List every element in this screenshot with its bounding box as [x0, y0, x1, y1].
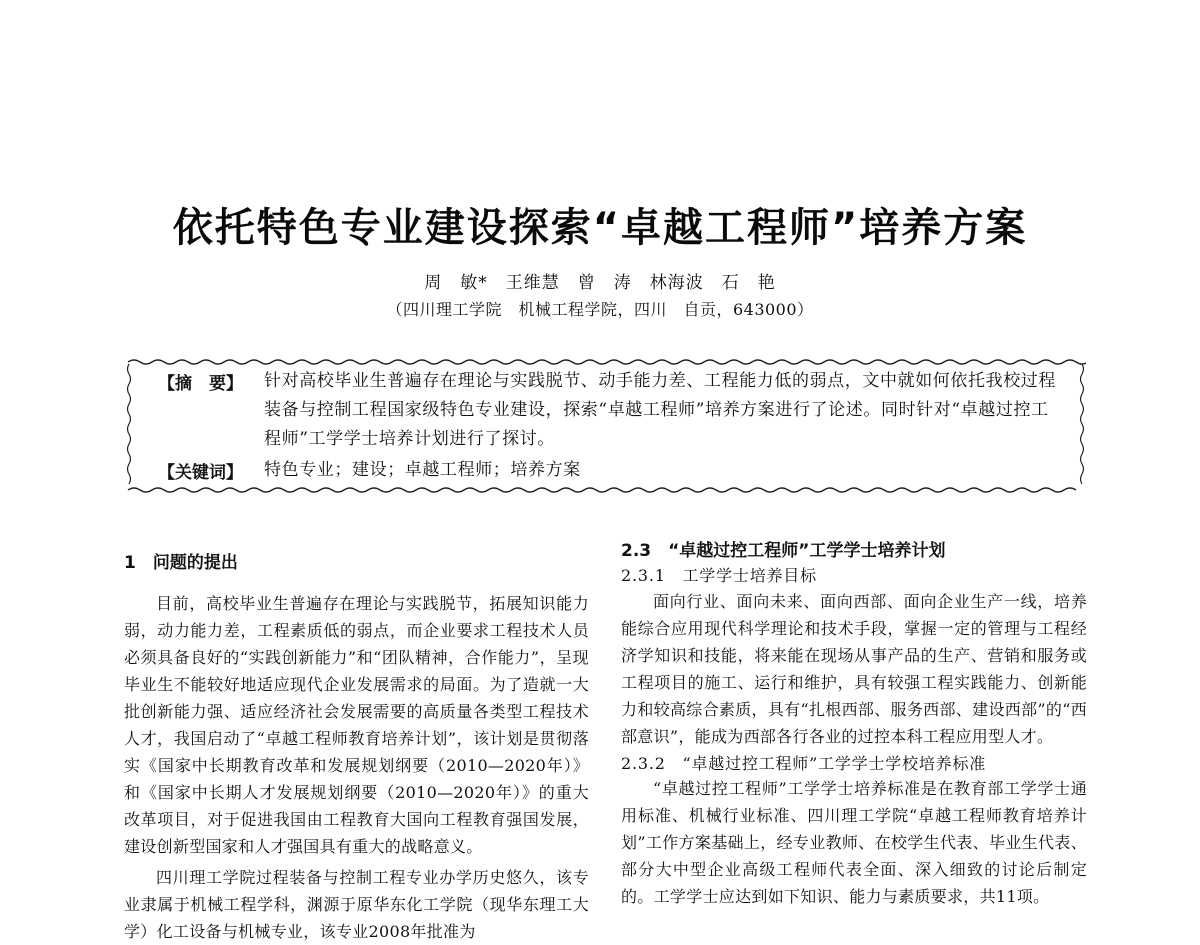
subsection-heading: 2.3.1 工学学士培养目标 [621, 566, 817, 585]
abstract-label: 【摘 要】 [158, 374, 243, 394]
left-column [124, 548, 589, 945]
section-heading: 1 问题的提出 [124, 553, 238, 573]
abstract-text: 针对高校毕业生普遍存在理论与实践脱节、动手能力差、工程能力低的弱点，文中就如何依托我校过程装备与控制工程国家级特色专业建设，探索“卓越工程师”培养方案进行了论述。同时针对“卓越过控工程师”工学学士培养计划进行了探讨。 [264, 371, 1056, 449]
keywords-text: 特色专业；建设；卓越工程师；培养方案 [264, 460, 581, 480]
abstract-box [126, 356, 1086, 496]
paragraph: “卓越过控工程师”工学学士培养标准是在教育部工学学士通用标准、机械行业标准、四川理工学院“卓越工程师教育培养计划”工作方案基础上，经专业教师、在校学生代表、毕业生代表、部分大中型企业高级工程师代表全面、深入细致的讨论后制定的。工学学士应达到如下知识、能力与素质要求，共11项。 [621, 779, 1087, 906]
author-list: 周 敏* 王维慧 曾 涛 林海波 石 艳 [424, 273, 776, 293]
subsection-heading: 2.3.2 “卓越过控工程师”工学学士学校培养标准 [621, 754, 987, 773]
paragraph: 四川理工学院过程装备与控制工程专业办学历史悠久，该专业隶属于机械工程学科，渊源于原华东化工学院（现华东理工大学）化工设备与机械专业，该专业2008年批准为 [124, 868, 589, 941]
paragraph: 面向行业、面向未来、面向西部、面向企业生产一线，培养能综合应用现代科学理论和技术手段，掌握一定的管理与工程经济学知识和技能，将来能在现场从事产品的生产、营销和服务或工程项目的施工、运行和维护，具有较强工程实践能力、创新能力和较高综合素质，具有“扎根西部、服务西部、建设西部”的“西部意识”，能成为西部各行各业的过控本科工程应用型人才。 [621, 592, 1087, 746]
section-heading: 2.3 “卓越过控工程师”工学学士培养计划 [621, 541, 946, 561]
affiliation: （四川理工学院 机械工程学院，四川 自贡，643000） [386, 300, 814, 319]
paragraph: 目前，高校毕业生普遍存在理论与实践脱节，拓展知识能力弱，动力能力差，工程素质低的弱点，而企业要求工程技术人员必须具备良好的“实践创新能力”和“团队精神，合作能力”，呈现毕业生不能较好地适应现代企业发展需求的局面。为了造就一大批创新能力强、适应经济社会发展需要的高质量各类型工程技术人才，我国启动了“卓越工程师教育培养计划”，该计划是贯彻落实《国家中长期教育改革和发展规划纲要（2010—2020年）》和《国家中长期人才发展规划纲要（2010—2020年）》的重大改革项目，对于促进我国由工程教育大国向工程教育强国发展，建设创新型国家和人才强国具有重大的战略意义。 [124, 594, 589, 856]
right-column [621, 536, 1087, 910]
keywords-label: 【关键词】 [158, 463, 243, 483]
paper-title: 依托特色专业建设探索“卓越工程师”培养方案 [172, 205, 1028, 251]
